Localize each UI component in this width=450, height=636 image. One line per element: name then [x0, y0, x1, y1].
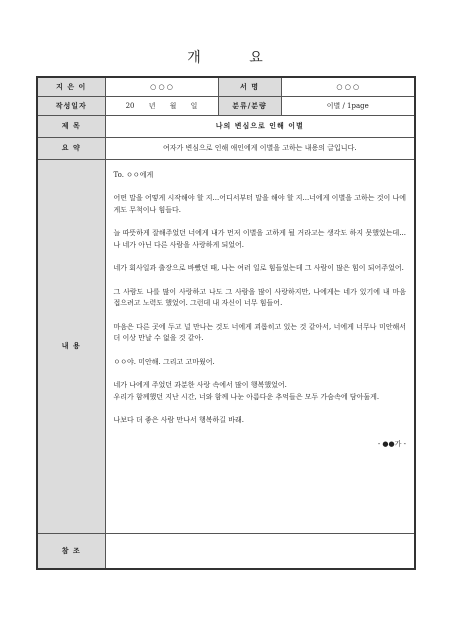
letter-closing-3: 나보다 더 좋은 사람 만나서 행복하길 바래.: [113, 416, 245, 424]
date-field[interactable]: 20 년 월 일: [105, 96, 218, 115]
book-name-field[interactable]: ○ ○ ○: [281, 77, 415, 96]
letter-signature: - ●●가 -: [377, 439, 406, 448]
letter-greeting: To. ㅇㅇ에게: [113, 170, 154, 179]
category-label: 분류/분량: [218, 96, 281, 115]
body-content[interactable]: [105, 159, 415, 533]
letter-paragraph-4: 그 사람도 나를 많이 사랑하고 나도 그 사람을 많이 사랑하지만, 나에게는 네가 있기에 내 마음 접으려고 노력도 했었어. 그런데 내 자신이 너무 힘들어.: [113, 287, 406, 307]
summary-label: 요 약: [37, 137, 105, 159]
letter-paragraph-6: ㅇㅇ야. 미안해. 그리고 고마웠어.: [113, 357, 215, 366]
letter-paragraph-1: 어떤 말을 어떻게 시작해야 할 지...어디서부터 말을 해야 할 지...너에게 이별을 고하는 것이 나에게도 무척이나 힘들다.: [113, 194, 406, 214]
category-field[interactable]: 이별 / 1page: [281, 96, 415, 115]
letter-closing-1: 네가 나에게 주었던 과분한 사랑 속에서 많이 행복했었어.: [113, 381, 287, 389]
letter-paragraph-2: 늘 따뜻하게 잘해주었던 너에게 내가 먼저 이별을 고하게 될 거라고는 생각도 하지 못했었는데...나 네가 아닌 다른 사람을 사랑하게 되었어.: [113, 229, 406, 249]
reference-label: 참 조: [37, 533, 105, 569]
author-label: 지 은 이: [37, 77, 105, 96]
date-label: 작성일자: [37, 96, 105, 115]
document-title: 개 요: [187, 50, 285, 66]
outline-form: [36, 76, 416, 570]
subject-field[interactable]: 나의 변심으로 인해 이별: [105, 115, 415, 137]
letter-paragraph-3: 네가 회사일과 출장으로 바빴던 때, 나는 여러 일로 힘들었는데 그 사람이 많은 힘이 되어주었어.: [113, 264, 404, 272]
subject-label: 제 목: [37, 115, 105, 137]
summary-field[interactable]: 여자가 변심으로 인해 애인에게 이별을 고하는 내용의 글입니다.: [105, 137, 415, 159]
body-label: 내 용: [37, 159, 105, 533]
letter-paragraph-5: 마음은 다른 곳에 두고 널 만나는 것도 너에게 괴롭히고 있는 것 같아서, 너에게 너무나 미안해서 더 이상 만날 수 없을 것 같아.: [113, 322, 406, 342]
letter-closing-2: 우리가 함께했던 지난 시간, 너와 함께 나눈 아름다운 추억들은 모두 가슴속에 담아둘게.: [113, 392, 380, 401]
reference-field[interactable]: [105, 533, 415, 569]
book-name-label: 서 명: [218, 77, 281, 96]
author-field[interactable]: ○ ○ ○: [105, 77, 218, 96]
